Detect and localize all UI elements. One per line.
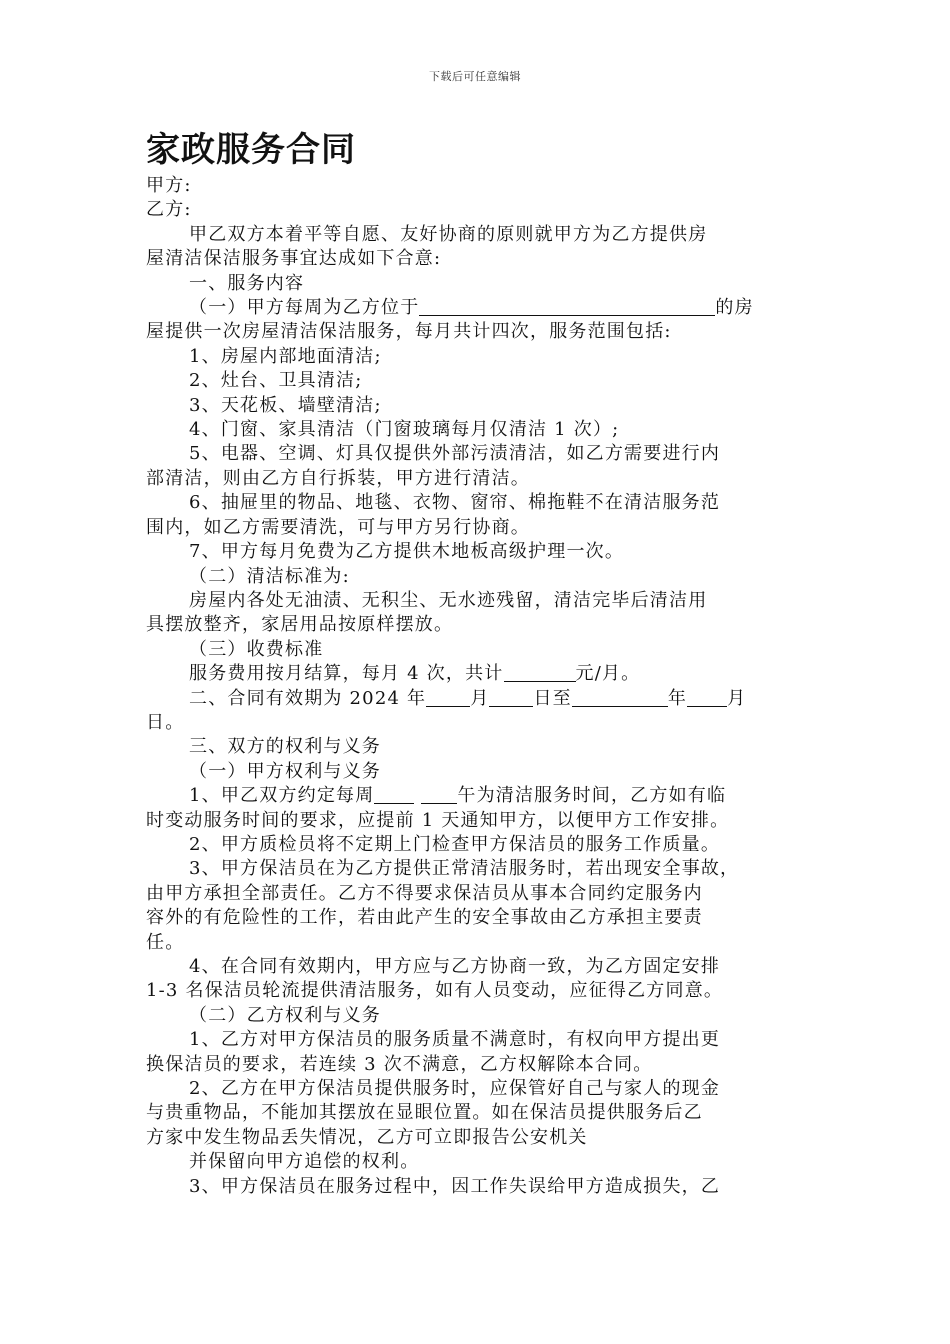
clause-text: 月 <box>470 687 490 709</box>
intro-line: 甲乙双方本着平等自愿、友好协商的原则就甲方为乙方提供房 <box>189 223 708 245</box>
list-item: 7、甲方每月免费为乙方提供木地板高级护理一次。 <box>189 541 625 563</box>
clause-line: 1-3 名保洁员轮流提供清洁服务，如有人员变动，应征得乙方同意。 <box>146 980 724 1002</box>
section-heading: 三、双方的权利与义务 <box>189 736 381 758</box>
fee-blank <box>504 663 576 682</box>
list-item: 1、房屋内部地面清洁; <box>189 345 382 367</box>
subsection-heading: （二）乙方权利与义务 <box>189 1004 381 1026</box>
contract-body <box>146 174 808 1199</box>
list-item: 5、电器、空调、灯具仅提供外部污渍清洁，如乙方需要进行内 <box>189 443 721 465</box>
clause-text: 日至 <box>533 687 572 709</box>
clause-text: 服务费用按月结算，每月 4 次，共计 <box>189 663 504 685</box>
clause-line: 1、乙方对甲方保洁员的服务质量不满意时，有权向甲方提出更 <box>189 1029 721 1051</box>
clause-line <box>146 784 808 808</box>
clause-line: 具摆放整齐，家居用品按原样摆放。 <box>146 614 454 636</box>
month-blank <box>426 688 470 707</box>
clause-text: 二、合同有效期为 2024 年 <box>189 687 427 709</box>
list-item: 3、天花板、墙壁清洁; <box>189 394 382 416</box>
clause-text: 的房 <box>715 297 754 319</box>
clause-text: 午为清洁服务时间，乙方如有临 <box>457 785 727 807</box>
fee-line <box>146 662 808 686</box>
clause-text: 月 <box>727 687 747 709</box>
list-item: 部清洁，则由乙方自行拆装，甲方进行清洁。 <box>146 467 530 489</box>
clause-line: 3、甲方保洁员在为乙方提供正常清洁服务时，若出现安全事故， <box>189 858 740 880</box>
clause-line: 3、甲方保洁员在服务过程中，因工作失误给甲方造成损失，乙 <box>189 1175 721 1197</box>
clause-line: 容外的有危险性的工作，若由此产生的安全事故由乙方承担主要责 <box>146 907 703 929</box>
clause-line: 房屋内各处无油渍、无积尘、无水迹残留，清洁完毕后清洁用 <box>189 589 708 611</box>
subsection-heading: （三）收费标准 <box>189 638 324 660</box>
clause-line: 2、乙方在甲方保洁员提供服务时，应保管好自己与家人的现金 <box>189 1078 721 1100</box>
clause-line: 与贵重物品，不能加其摆放在显眼位置。如在保洁员提供服务后乙 <box>146 1102 703 1124</box>
clause-line: 方家中发生物品丢失情况，乙方可立即报告公安机关 <box>146 1126 588 1148</box>
section-heading: 一、服务内容 <box>189 272 305 294</box>
clause-line: 由甲方承担全部责任。乙方不得要求保洁员从事本合同约定服务内 <box>146 882 703 904</box>
clause-line: 换保洁员的要求，若连续 3 次不满意，乙方权解除本合同。 <box>146 1053 653 1075</box>
address-blank <box>419 297 715 316</box>
clause-text: 元/月。 <box>575 663 641 685</box>
clause-line <box>146 296 808 320</box>
list-item: 围内，如乙方需要清洗，可与甲方另行协商。 <box>146 516 530 538</box>
clause-line: 2、甲方质检员将不定期上门检查甲方保洁员的服务工作质量。 <box>189 833 721 855</box>
clause-line: 并保留向甲方追偿的权利。 <box>189 1151 420 1173</box>
subsection-heading: （二）清洁标准为: <box>189 565 350 587</box>
year-blank <box>572 688 668 707</box>
clause-line: 4、在合同有效期内，甲方应与乙方协商一致，为乙方固定安排 <box>189 956 721 977</box>
validity-line: 日。 <box>146 711 185 733</box>
header-note: 下载后可任意编辑 <box>429 70 521 83</box>
list-item: 2、灶台、卫具清洁; <box>189 370 363 392</box>
party-a-line: 甲方: <box>146 175 192 196</box>
contract-title: 家政服务合同 <box>146 130 356 170</box>
clause-line: 任。 <box>146 931 185 953</box>
party-b-line: 乙方: <box>146 199 192 221</box>
month-blank <box>687 688 727 707</box>
list-item: 6、抽屉里的物品、地毯、衣物、窗帘、棉拖鞋不在清洁服务范 <box>189 492 721 514</box>
period-blank <box>421 785 457 804</box>
clause-text: 1、甲乙双方约定每周 <box>189 785 375 807</box>
clause-line: 屋提供一次房屋清洁保洁服务，每月共计四次，服务范围包括: <box>146 321 672 343</box>
day-blank <box>489 688 533 707</box>
validity-line <box>146 687 808 711</box>
subsection-heading: （一）甲方权利与义务 <box>189 760 381 782</box>
clause-text: （一）甲方每周为乙方位于 <box>189 297 420 319</box>
intro-line: 屋清洁保洁服务事宜达成如下合意: <box>146 248 442 270</box>
clause-text: 年 <box>667 687 688 709</box>
clause-line: 时变动服务时间的要求，应提前 1 天通知甲方，以便甲方工作安排。 <box>146 809 730 831</box>
list-item: 4、门窗、家具清洁（门窗玻璃每月仅清洁 1 次）; <box>189 419 620 441</box>
weekday-blank <box>374 785 414 804</box>
